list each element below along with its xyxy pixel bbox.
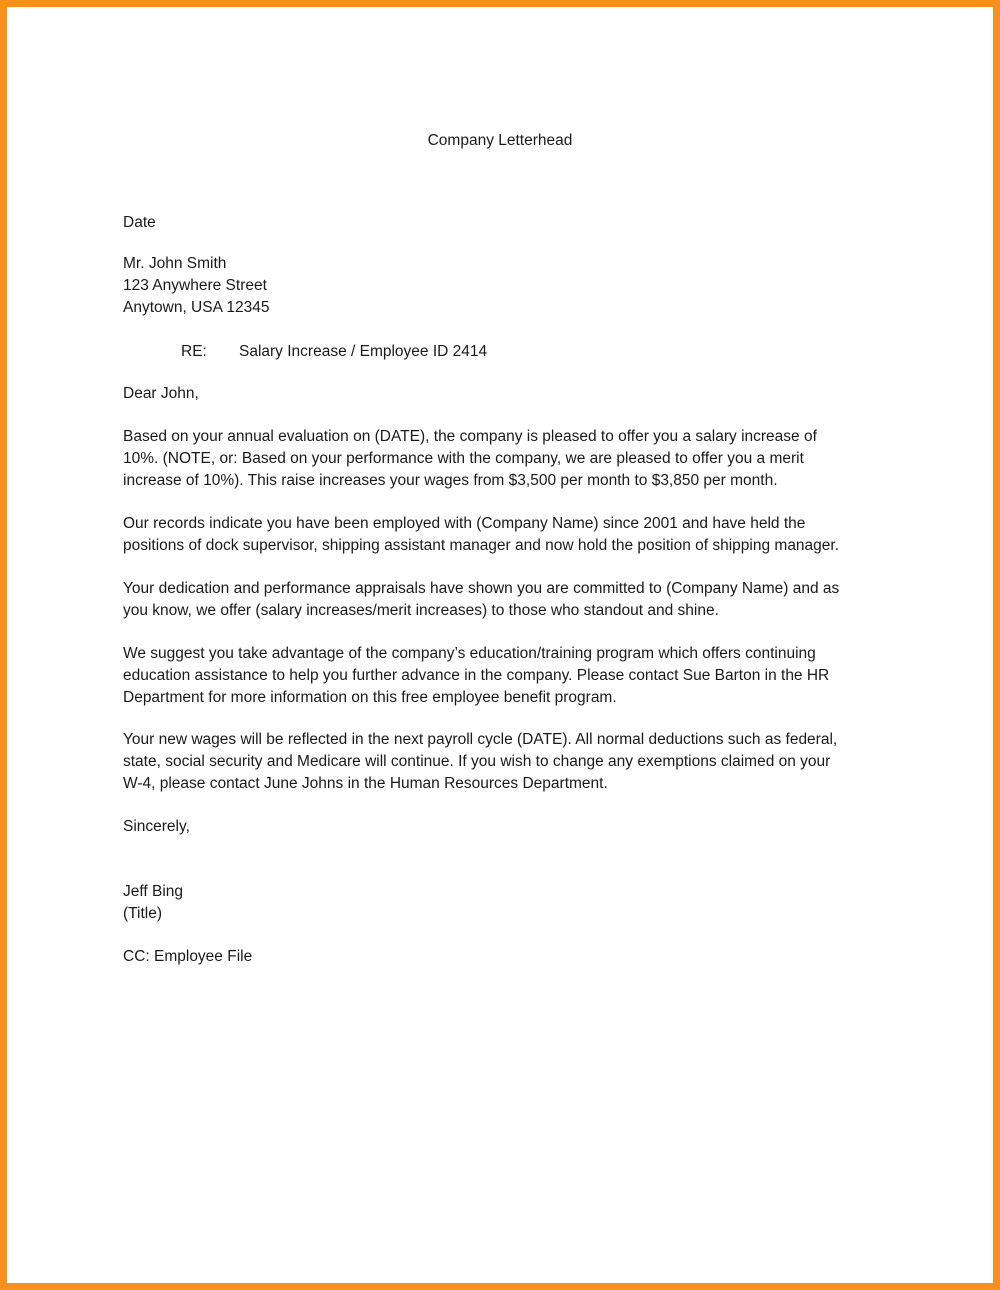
paragraph-employment-history <box>123 513 893 557</box>
paragraph-line: you know, we offer (salary increases/merit increases) to those who standout and shine. <box>123 601 719 619</box>
closing: Sincerely, <box>123 818 190 835</box>
paragraph-payroll <box>123 729 893 794</box>
paragraph-line: Department for more information on this free employee benefit program. <box>123 688 617 706</box>
paragraph-line: Based on your annual evaluation on (DATE), the company is pleased to offer you a salary increase of <box>123 428 817 445</box>
paragraph-line: Your new wages will be reflected in the next payroll cycle (DATE). All normal deductions such as federal, <box>123 731 838 748</box>
paragraph-line: Our records indicate you have been employed with (Company Name) since 2001 and have held the <box>123 515 806 532</box>
paragraph-salary-offer <box>123 426 893 491</box>
letterhead: Company Letterhead <box>427 132 573 149</box>
recipient-street: 123 Anywhere Street <box>123 277 267 294</box>
paragraph-line: state, social security and Medicare will continue. If you wish to change any exemptions claimed on your <box>123 752 831 770</box>
recipient-name: Mr. John Smith <box>123 255 227 272</box>
paragraph-line: education assistance to help you further advance in the company. Please contact Sue Barton in the HR <box>123 666 830 684</box>
paragraph-line: increase of 10%). This raise increases your wages from $3,500 per month to $3,850 per month. <box>123 471 778 489</box>
recipient-city: Anytown, USA 12345 <box>123 299 270 316</box>
paragraph-line: 10%. (NOTE, or: Based on your performance with the company, we are pleased to offer you a merit <box>123 449 804 467</box>
signer-name: Jeff Bing <box>123 883 184 900</box>
paragraph-dedication <box>123 578 893 622</box>
paragraph-line: W-4, please contact June Johns in the Human Resources Department. <box>123 774 608 792</box>
re-subject: Salary Increase / Employee ID 2414 <box>239 343 488 360</box>
paragraph-line: We suggest you take advantage of the company’s education/training program which offers continuing <box>123 645 816 662</box>
paragraph-line: positions of dock supervisor, shipping assistant manager and now hold the position of shipping manager. <box>123 536 840 554</box>
re-label: RE: <box>181 343 207 360</box>
cc-line: CC: Employee File <box>123 948 253 965</box>
paragraph-line: Your dedication and performance appraisals have shown you are committed to (Company Name) and as <box>123 580 840 597</box>
salutation: Dear John, <box>123 385 199 402</box>
letter-date: Date <box>123 214 156 231</box>
paragraph-training-program <box>123 643 893 708</box>
signer-title: (Title) <box>123 905 163 922</box>
